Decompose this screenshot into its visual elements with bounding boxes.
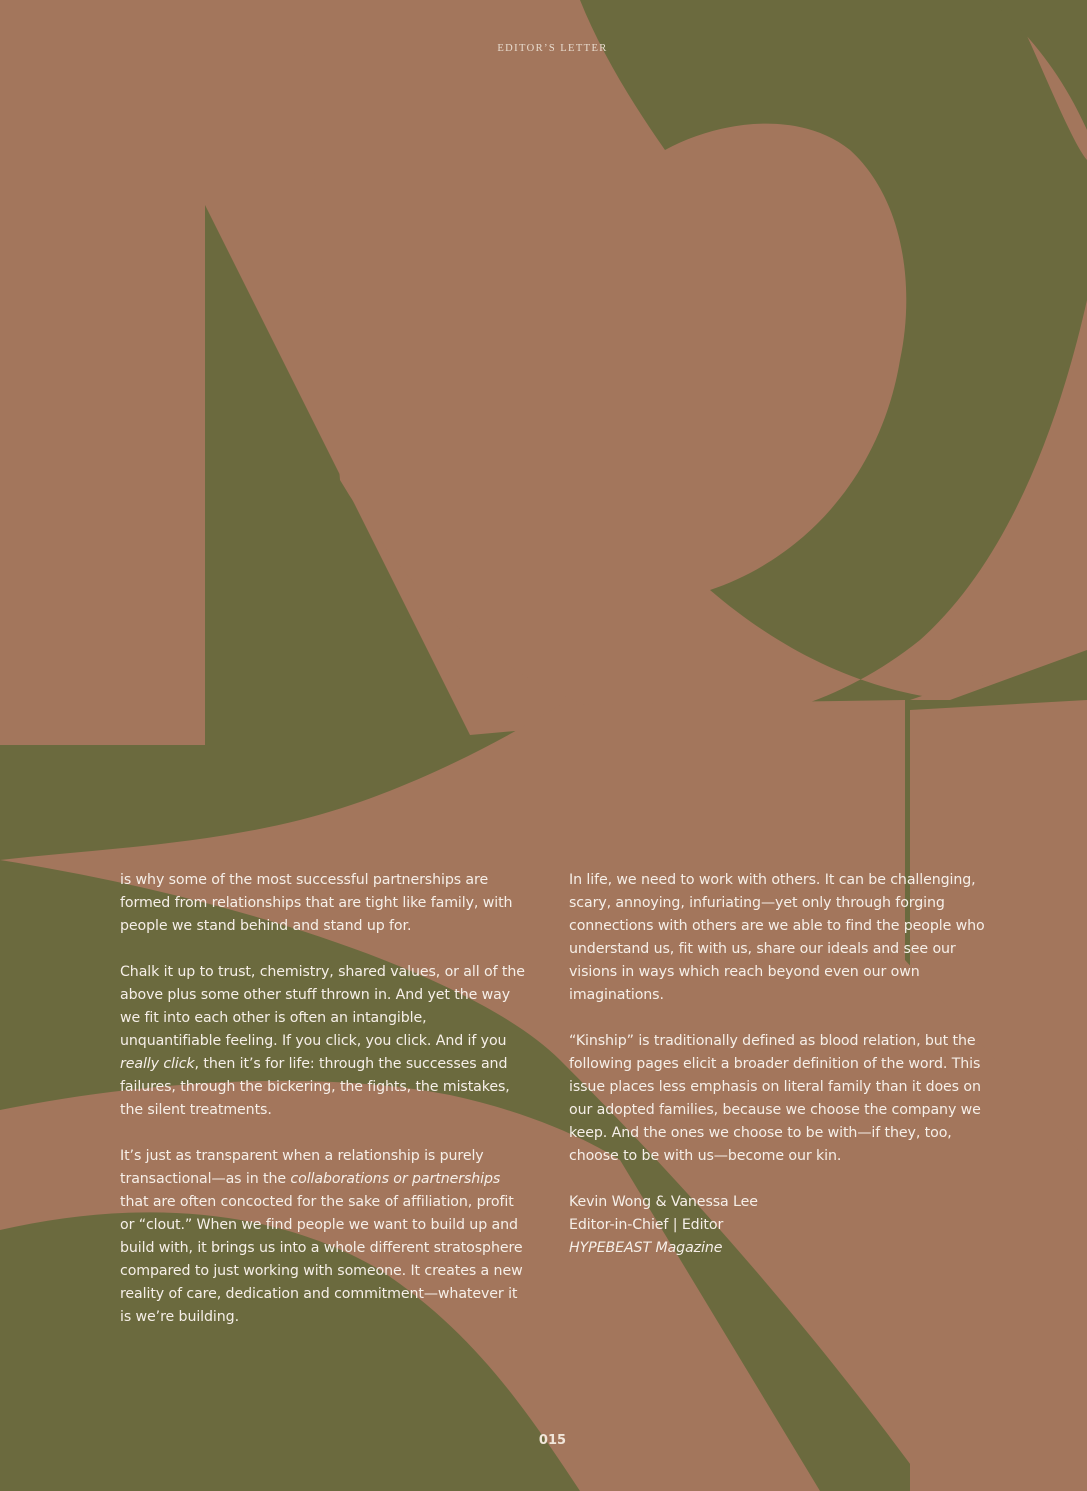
paragraph: “Kinship” is traditionally defined as blood relation, but the following pages elicit a broader definition of the word. This issue places less emphasis on literal family than it does on our adopted families, because we choose the company we keep. And the ones we choose to be with—if they, too, choose to be with us—become our kin. <box>569 1033 981 1164</box>
paragraph-text: It’s just as transparent when a relationship is purely transactional—as in the <box>120 1148 484 1187</box>
emphasis-text: collaborations or partnerships <box>290 1171 501 1187</box>
paragraph: In life, we need to work with others. It can be challenging, scary, annoying, infuriating—yet only through forging connections with others are we able to find the people who understand us, fit with us, share our ideals and see our visions in ways which reach beyond even our own imaginations. <box>569 872 985 1003</box>
letter-right-column <box>569 869 989 1260</box>
paragraph: is why some of the most successful partnerships are formed from relationships that are tight like family, with people we stand behind and stand up for. <box>120 872 513 934</box>
signature-names: Kevin Wong & Vanessa Lee <box>569 1194 758 1210</box>
signature-titles: Editor-in-Chief | Editor <box>569 1217 724 1233</box>
paragraph-text: that are often concocted for the sake of affiliation, profit or “clout.” When we find people we want to build up and build with, it brings us into a whole different stratosphere compared to just working with someone. It creates a new reality of care, dedication and commitment—whatever it is we’re building. <box>120 1194 523 1325</box>
letter-left-column <box>120 869 530 1329</box>
emphasis-text: really click <box>120 1056 195 1072</box>
page-number: 015 <box>538 1433 567 1448</box>
signature-block <box>569 1191 989 1260</box>
paragraph-text: Chalk it up to trust, chemistry, shared values, or all of the above plus some other stuff thrown in. And yet the way we fit into each other is often an intangible, unquantifiable feeling. If you click, you click. And if you <box>120 964 525 1049</box>
paragraph <box>120 1145 530 1329</box>
paragraph-text: , then it’s for life: through the successes and failures, through the bickering, the fights, the mistakes, the silent treatments. <box>120 1056 510 1118</box>
paragraph <box>120 961 530 1122</box>
section-header: EDITOR’S LETTER <box>497 43 608 54</box>
signature-publication: HYPEBEAST Magazine <box>569 1240 723 1256</box>
